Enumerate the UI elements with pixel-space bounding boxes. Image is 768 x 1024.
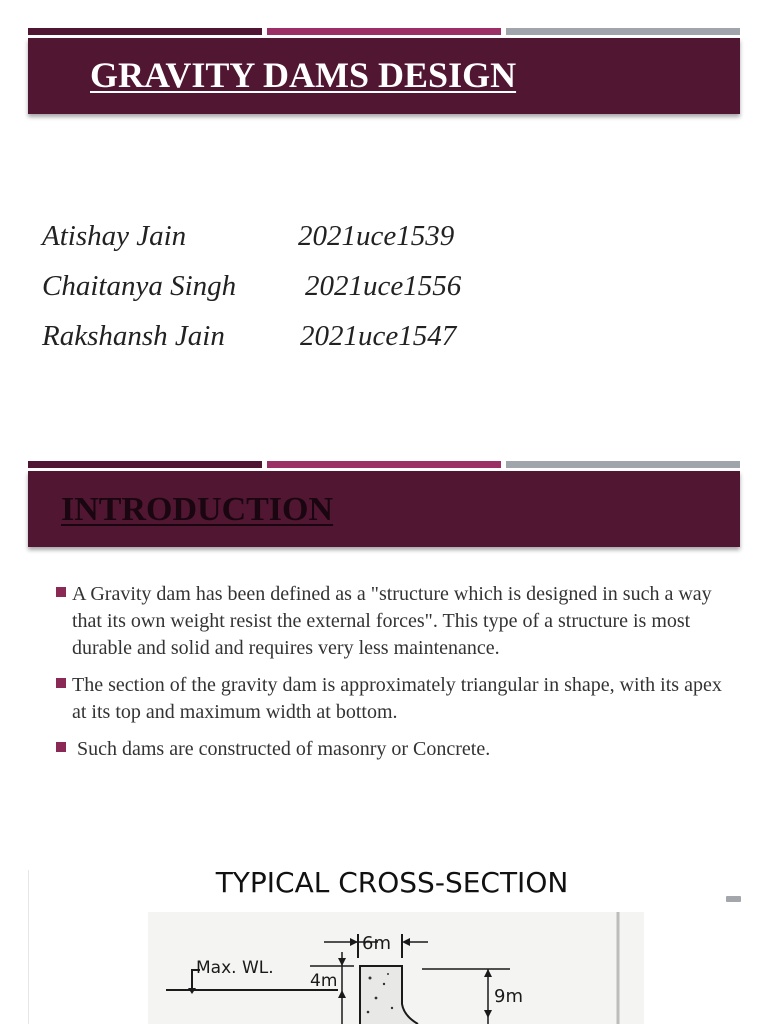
bullet-list: [56, 581, 736, 773]
title-slide: [0, 28, 768, 448]
author-row: [42, 218, 642, 268]
title-banner: [28, 38, 740, 114]
accent-bar-pink: [267, 28, 501, 35]
intro-banner: [28, 471, 740, 547]
accent-bar-dark: [28, 28, 262, 35]
author-name: Atishay Jain: [42, 220, 187, 252]
depth-label: 9m: [494, 986, 523, 1007]
author-name: Chaitanya Singh: [42, 270, 237, 302]
author-row: [42, 268, 642, 318]
author-list: [42, 218, 642, 368]
slide-title: GRAVITY DAMS DESIGN: [90, 55, 517, 95]
author-roll-number: 2021uce1556: [305, 270, 462, 302]
accent-bar-dark: [28, 461, 262, 468]
slide-title: INTRODUCTION: [61, 491, 334, 528]
bullet-text: A Gravity dam has been defined as a "structure which is designed in such a way that its own weight resist the external forces". This type of a structure is most durable and solid and requires very less maintenance.: [72, 583, 712, 659]
bullet-item: [56, 672, 736, 726]
accent-bar-grey: [506, 28, 740, 35]
author-row: [42, 318, 642, 368]
author-name: Rakshansh Jain: [42, 320, 225, 352]
square-bullet-icon: [56, 742, 66, 752]
bullet-item: [56, 581, 736, 662]
slide-title: TYPICAL CROSS-SECTION: [215, 866, 569, 899]
accent-bar-pink: [267, 461, 501, 468]
bullet-text: Such dams are constructed of masonry or Concrete.: [72, 738, 491, 760]
slide-nav-dash[interactable]: [726, 896, 741, 902]
accent-bar-grey: [506, 461, 740, 468]
author-roll-number: 2021uce1539: [298, 220, 455, 252]
bullet-item: [56, 736, 736, 763]
author-roll-number: 2021uce1547: [300, 320, 457, 352]
top-width-label: 6m: [362, 933, 391, 954]
square-bullet-icon: [56, 678, 66, 688]
bullet-text: The section of the gravity dam is approximately triangular in shape, with its apex at its top and maximum width at bottom.: [72, 674, 722, 723]
max-wl-label: Max. WL.: [196, 958, 274, 978]
freeboard-label: 4m: [310, 971, 338, 991]
square-bullet-icon: [56, 587, 66, 597]
dam-cross-section-figure: [148, 912, 644, 1024]
